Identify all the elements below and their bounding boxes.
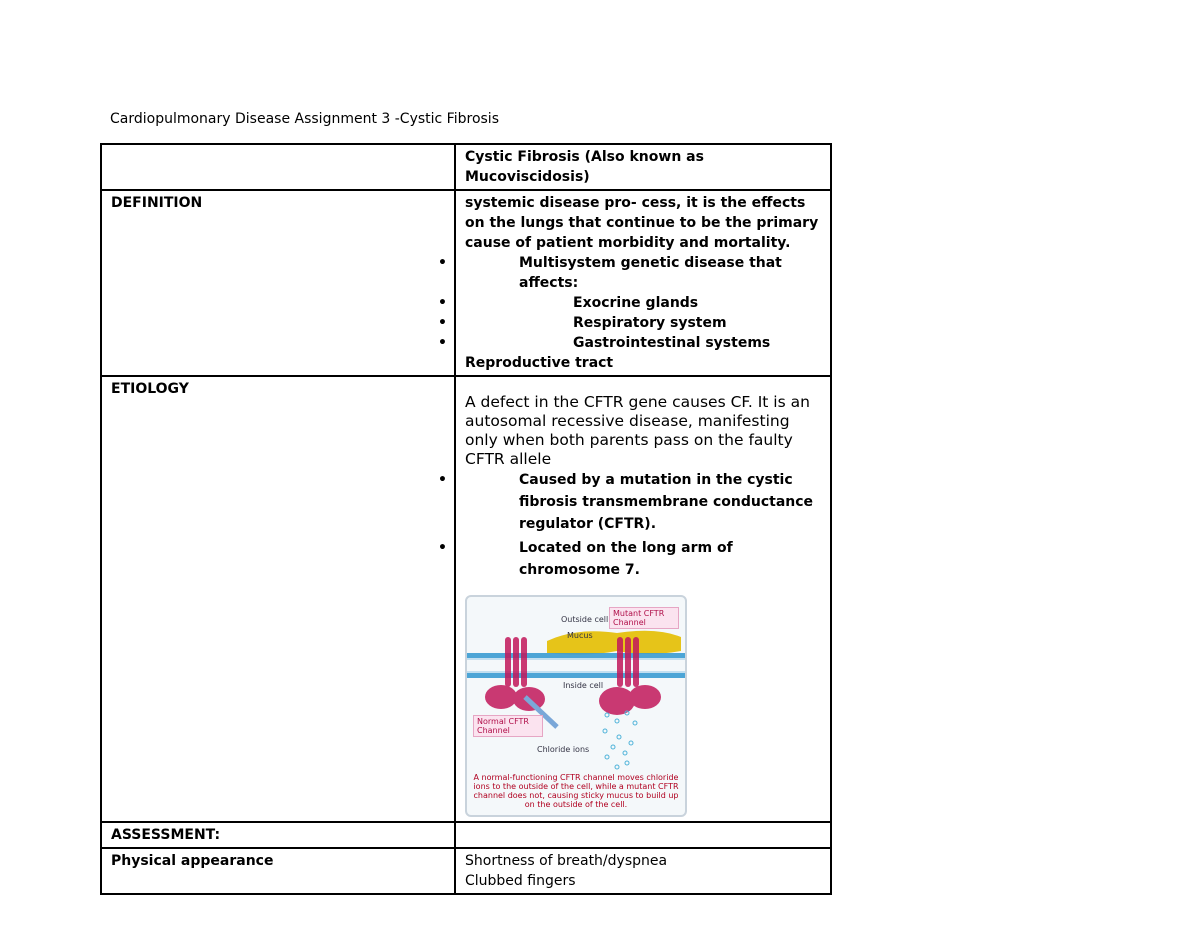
definition-tail: Reproductive tract (465, 355, 614, 371)
table-row-physical (101, 848, 831, 894)
cftr-figure (465, 595, 687, 817)
table-row-assessment (101, 822, 831, 848)
figure-label-mucus: Mucus (567, 631, 593, 640)
header-cell: Cystic Fibrosis (Also known as Mucoviscidosis) (455, 144, 831, 190)
definition-sub-bullet: • Gastrointestinal systems (465, 333, 822, 353)
table-row-definition (101, 190, 831, 376)
physical-label: Physical appearance (101, 848, 455, 894)
figure-label-chloride: Chloride ions (537, 745, 590, 754)
cf-table (100, 143, 832, 895)
physical-content (455, 848, 831, 894)
table-row-etiology (101, 376, 831, 822)
definition-content (455, 190, 831, 376)
document-title: Cardiopulmonary Disease Assignment 3 -Cystic Fibrosis (110, 111, 499, 127)
etiology-bullet: • Located on the long arm of chromosome 7. (465, 537, 822, 581)
definition-bullet: • Multisystem genetic disease that affects: (465, 253, 822, 293)
table-row-header (101, 144, 831, 190)
etiology-label: ETIOLOGY (101, 376, 455, 822)
figure-label-mutant: Mutant CFTR Channel (609, 607, 679, 629)
etiology-text: A defect in the CFTR gene causes CF. It is an autosomal recessive disease, manifesting only when both parents pass on the faulty CFTR allele (465, 393, 810, 468)
figure-label-inside: Inside cell (563, 681, 604, 690)
definition-label: DEFINITION (101, 190, 455, 376)
assessment-label: ASSESSMENT: (101, 822, 455, 848)
header-empty-cell (101, 144, 455, 190)
figure-label-outside: Outside cell (561, 615, 609, 624)
definition-sub-bullet: • Exocrine glands (465, 293, 822, 313)
physical-item: Clubbed fingers (465, 873, 576, 889)
definition-sub-bullet: • Respiratory system (465, 313, 822, 333)
etiology-content (455, 376, 831, 822)
definition-text: systemic disease pro- cess, it is the effects on the lungs that continue to be the primary cause of patient morbidity and mortality. (465, 195, 819, 251)
etiology-bullet: • Caused by a mutation in the cystic fibrosis transmembrane conductance regulator (CFTR). (465, 469, 822, 535)
physical-item: Shortness of breath/dyspnea (465, 853, 668, 869)
assessment-empty-cell (455, 822, 831, 848)
figure-label-normal: Normal CFTR Channel (473, 715, 543, 737)
figure-caption: A normal-functioning CFTR channel moves chloride ions to the outside of the cell, while a mutant CFTR channel does not, causing sticky mucus to build up on the outside of the cell. (473, 773, 679, 809)
